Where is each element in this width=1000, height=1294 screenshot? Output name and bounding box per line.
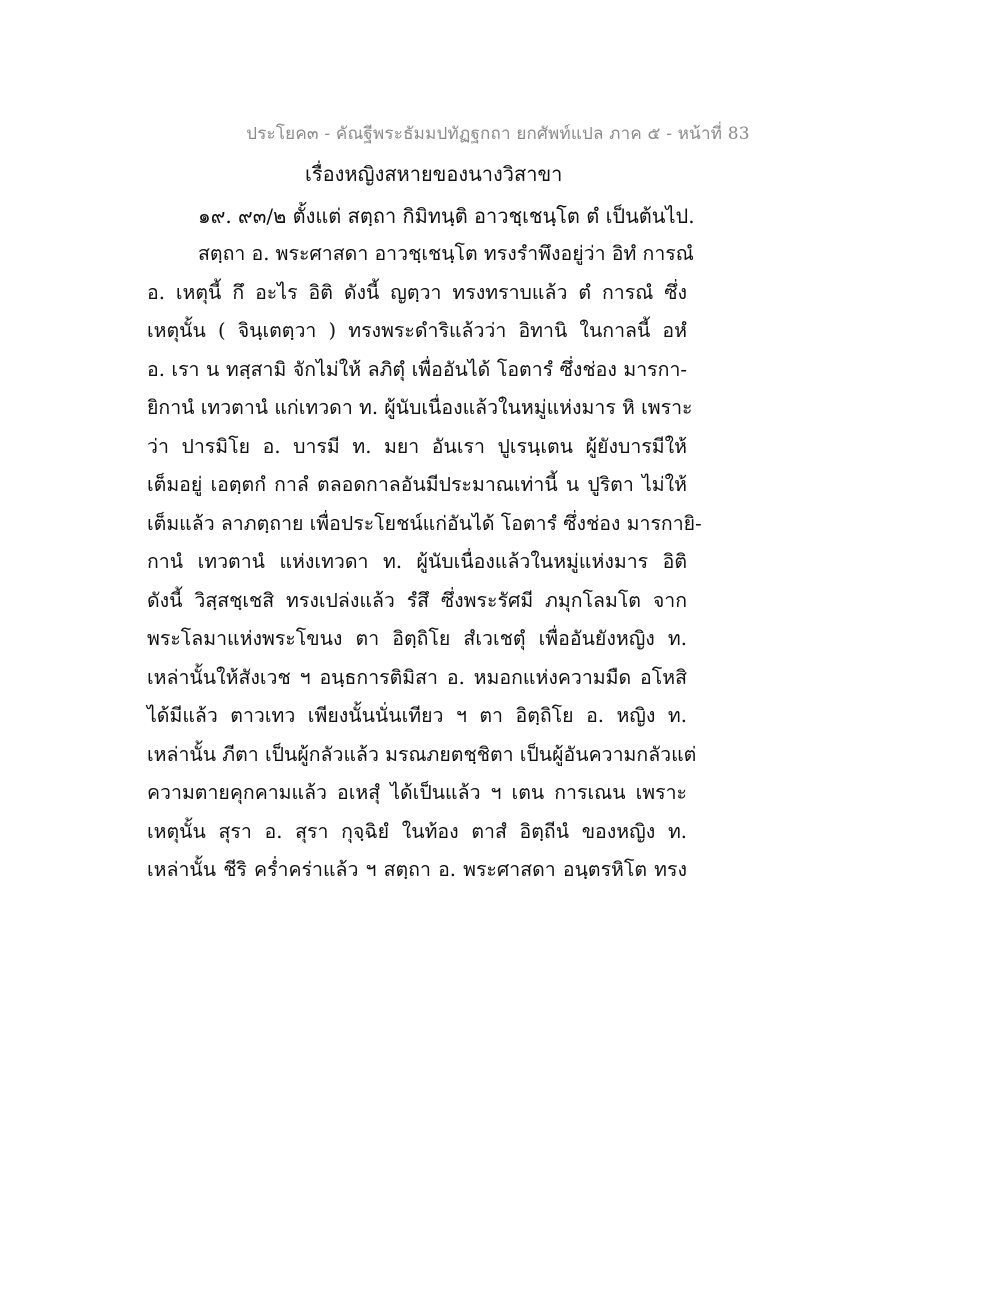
text-line: เต็มอยู่ เอตฺตกํ กาลํ ตลอดกาลอันมีประมาณเท่านี้ น ปูริตา ไม่ให้ [147, 473, 687, 496]
text-line: กานํ เทวตานํ แห่งเทวดา ท. ผู้นับเนื่องแล้วในหมู่แห่งมาร อิติ [147, 550, 687, 573]
text-line: เต็มแล้ว ลาภตฺถาย เพื่อประโยชน์แก่อันได้ โอตารํ ซึ่งช่อง มารกายิ- [147, 511, 702, 535]
text-line: เหล่านั้น ภีตา เป็นผู้กลัวแล้ว มรณภยตชฺชิตา เป็นผู้อันความกลัวแต่ [147, 742, 697, 766]
text-line: อ. เรา น ทสฺสามิ จักไม่ให้ ลภิตุํ เพื่ออันได้ โอตารํ ซึ่งช่อง มารกา- [147, 357, 687, 381]
text-line: ยิกานํ เทวตานํ แก่เทวดา ท. ผู้นับเนื่องแล้วในหมู่แห่งมาร หิ เพราะ [147, 396, 693, 419]
text-line: อ. เหตุนี้ กึ อะไร อิติ ดังนี้ ญตฺวา ทรงทราบแล้ว ตํ การณํ ซึ่ง [147, 280, 687, 304]
section-reference: ๑๙. ๙๓/๒ ตั้งแต่ สตฺถา กิมิทนฺติ อาวชฺเชนฺโต ตํ เป็นต้นไป. [198, 204, 695, 228]
text-line: ว่า ปารมิโย อ. บารมี ท. มยา อันเรา ปูเรนฺเตน ผู้ยังบารมีให้ [147, 434, 687, 458]
text-line: เหตุนั้น ( จินฺเตตฺวา ) ทรงพระดำริแล้วว่า อิทานิ ในกาลนี้ อหํ [147, 319, 687, 342]
story-title: เรื่องหญิงสหายของนางวิสาขา [305, 162, 563, 186]
text-line: สตฺถา อ. พระศาสดา อาวชฺเชนฺโต ทรงรำพึงอยู่ว่า อิทํ การณํ [198, 242, 694, 265]
text-line: ได้มีแล้ว ตาวเทว เพียงนั้นนั่นเทียว ฯ ตา อิตฺถิโย อ. หญิง ท. [147, 704, 687, 727]
running-header-text: ประโยค๓ - คัณฐีพระธัมมปทัฏฐกถา ยกศัพท์แปล ภาค ๕ - หน้าที่ 83 [246, 124, 750, 144]
body-text [147, 240, 702, 895]
text-line: ดังนี้ วิสฺสชฺเชสิ ทรงเปล่งแล้ว รํสึ ซึ่งพระรัศมี ภมุกโลมโต จาก [147, 588, 687, 612]
text-line: เหล่านั้นให้สังเวช ฯ อนฺธการติมิสา อ. หมอกแห่งความมืด อโหสิ [147, 665, 687, 689]
running-header [0, 120, 1000, 147]
text-line: ความตายคุกคามแล้ว อเหสุํ ได้เป็นแล้ว ฯ เตน การเณน เพราะ [147, 781, 687, 804]
text-line: พระโลมาแห่งพระโขนง ตา อิตฺถิโย สํเวเชตุํ เพื่ออันยังหญิง ท. [147, 627, 687, 650]
text-line: เหตุนั้น สุรา อ. สุรา กุจฺฉิยํ ในท้อง ตาสํ อิตฺถีนํ ของหญิง ท. [147, 819, 687, 843]
text-line: เหล่านั้น ชีริ คร่ำคร่าแล้ว ฯ สตฺถา อ. พระศาสดา อนฺตรหิโต ทรง [147, 858, 687, 881]
